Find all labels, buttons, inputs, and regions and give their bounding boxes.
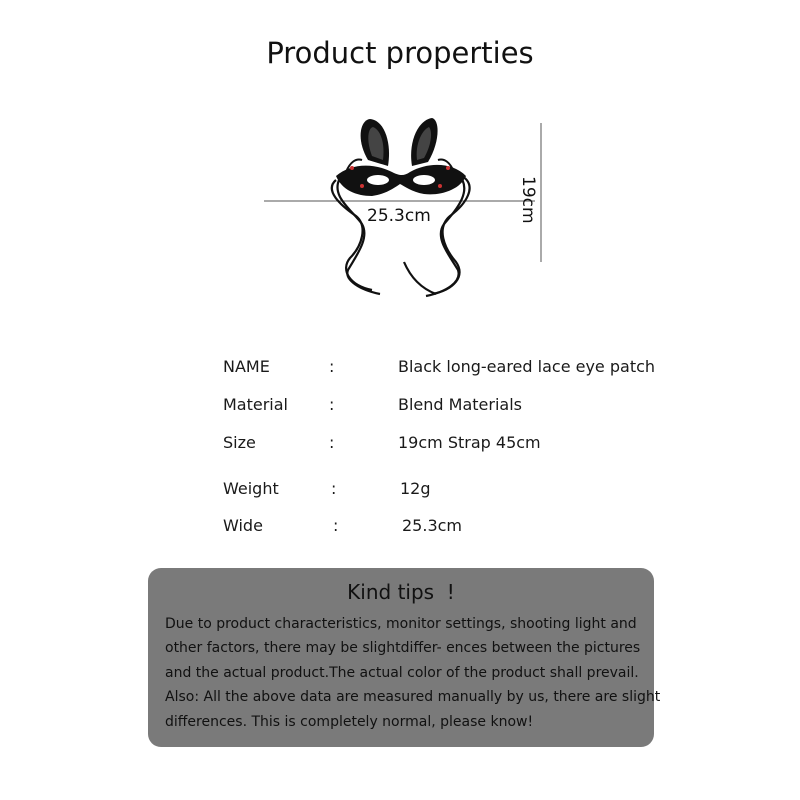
property-colon: : [329, 357, 335, 376]
property-value-wide: 25.3cm [402, 516, 463, 535]
kind-tips-body [165, 612, 661, 734]
kind-tips-panel [148, 568, 661, 747]
property-label-wide: Wide [223, 516, 263, 535]
kind-tips-line: Also: All the above data are measured manually by us, there are slight [165, 689, 661, 706]
property-colon: : [331, 479, 337, 498]
kind-tips-title: Kind tips ! [347, 580, 455, 604]
property-value-size: 19cm Strap 45cm [398, 433, 541, 452]
property-value-name: Black long-eared lace eye patch [398, 357, 656, 376]
kind-tips-line: Due to product characteristics, monitor settings, shooting light and [165, 616, 637, 632]
property-colon: : [329, 395, 335, 414]
kind-tips-line: and the actual product.The actual color of the product shall prevail. [165, 664, 639, 681]
property-label-weight: Weight [223, 479, 279, 498]
property-colon: : [333, 516, 339, 535]
property-label-size: Size [223, 433, 256, 452]
page-title: Product properties [266, 36, 534, 70]
property-label-material: Material [223, 395, 288, 414]
height-dimension-label: 19cm [518, 176, 538, 224]
property-colon: : [329, 433, 335, 452]
property-value-material: Blend Materials [398, 395, 522, 414]
property-label-name: NAME [223, 357, 270, 376]
kind-tips-line: other factors, there may be slightdiffer- ences between the pictures [165, 640, 641, 657]
kind-tips-line: differences. This is completely normal, please know! [165, 713, 534, 730]
width-dimension-label: 25.3cm [367, 206, 431, 226]
property-value-weight: 12g [400, 479, 431, 498]
